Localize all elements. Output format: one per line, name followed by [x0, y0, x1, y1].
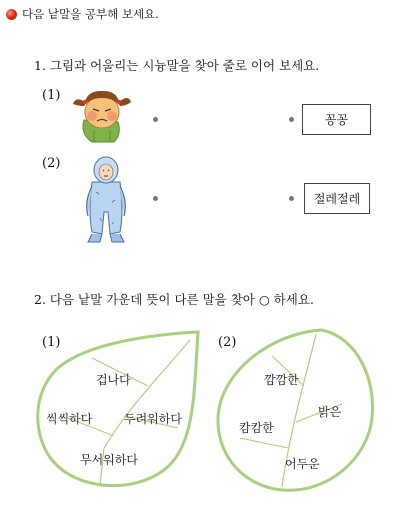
q1-right-dot-2[interactable]	[289, 196, 294, 201]
word-box-1: 꽁꽁	[302, 104, 371, 135]
q1-right-dot-1[interactable]	[289, 117, 294, 122]
question-1-title: 1. 그림과 어울리는 시늉말을 찾아 줄로 이어 보세요.	[34, 58, 320, 73]
leaf-2-word-2[interactable]: 밝은	[318, 405, 342, 419]
word-box-2: 절레절레	[304, 183, 370, 214]
leaf-1-word-1[interactable]: 겁나다	[96, 373, 131, 387]
leaf-1-word-2[interactable]: 씩씩하다	[46, 412, 93, 426]
bullet-icon	[6, 9, 17, 20]
shivering-child-illustration	[82, 152, 130, 248]
q1-left-dot-2[interactable]	[153, 196, 158, 201]
page-heading: 다음 낱말을 공부해 보세요.	[22, 7, 159, 21]
q1-left-dot-1[interactable]	[153, 117, 158, 122]
question-2-title: 2. 다음 낱말 가운데 뜻이 다른 말을 찾아 ○ 하세요.	[34, 292, 314, 307]
leaf-2-word-4[interactable]: 어두운	[285, 457, 320, 471]
q1-item-1-number: (1)	[42, 88, 61, 103]
q1-item-2-number: (2)	[42, 156, 61, 171]
leaf-2-word-3[interactable]: 캄캄한	[239, 421, 274, 435]
q2-group-2-number: (2)	[218, 335, 237, 350]
leaf-1-word-3[interactable]: 두려워하다	[124, 412, 182, 426]
q2-group-1-number: (1)	[42, 335, 61, 350]
leaf-1-word-4[interactable]: 무서워하다	[80, 453, 138, 467]
pouting-girl-illustration	[70, 82, 134, 144]
leaf-2-word-1[interactable]: 깜깜한	[264, 373, 299, 387]
